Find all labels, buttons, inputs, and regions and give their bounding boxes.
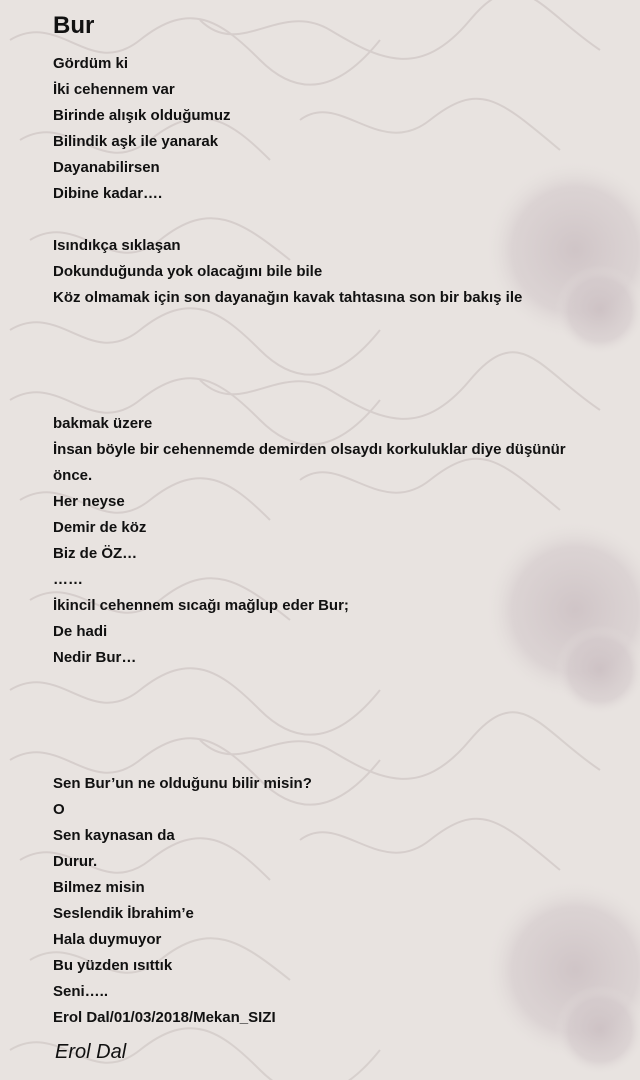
stanza-4 [53,771,312,1031]
poem-line: O [53,801,65,818]
poem-line: Hala duymuyor [53,931,162,948]
poem-line: Biz de ÖZ… [53,545,138,562]
poem-line: Durur. [53,853,98,870]
poem-title: Bur [53,12,95,39]
poem-line: Dibine kadar…. [53,185,163,202]
poem-line: Sen Bur’un ne olduğunu bilir misin? [53,775,312,792]
stanza-2 [53,233,522,311]
poem-line: Köz olmamak için son dayanağın kavak tahtasına son bir bakış ile [53,289,523,306]
poem-line: Isındıkça sıklaşan [53,237,181,254]
poem-line: önce. [53,467,93,484]
poem-line: Bilmez misin [53,879,145,896]
poem-line: Birinde alışık olduğumuz [53,107,231,124]
poem-line: Sen kaynasan da [53,827,175,844]
poem-line: …… [53,571,83,588]
poem-line: Bilindik aşk ile yanarak [53,133,219,150]
poem-line: İkincil cehennem sıcağı mağlup eder Bur; [53,597,349,614]
stanza-3 [53,411,566,671]
stanza-1 [53,51,231,207]
poem-line: Seni….. [53,983,109,1000]
poem-line: Nedir Bur… [53,649,137,666]
poem-line: bakmak üzere [53,415,153,432]
poem-signature-line: Erol Dal/01/03/2018/Mekan_SIZI [53,1009,276,1026]
poem-line: Dokunduğunda yok olacağını bile bile [53,263,323,280]
poem-line: Gördüm ki [53,55,129,72]
poem-line: Seslendik İbrahim’e [53,905,194,922]
poem-line: İnsan böyle bir cehennemde demirden olsaydı korkuluklar diye düşünür [53,441,566,458]
poem-line: Dayanabilirsen [53,159,160,176]
author-name: Erol Dal [55,1041,127,1063]
poem-line: Bu yüzden ısıttık [53,957,173,974]
poem-line: İki cehennem var [53,81,175,98]
poem-line: De hadi [53,623,108,640]
poem-line: Her neyse [53,493,125,510]
poem-line: Demir de köz [53,519,147,536]
